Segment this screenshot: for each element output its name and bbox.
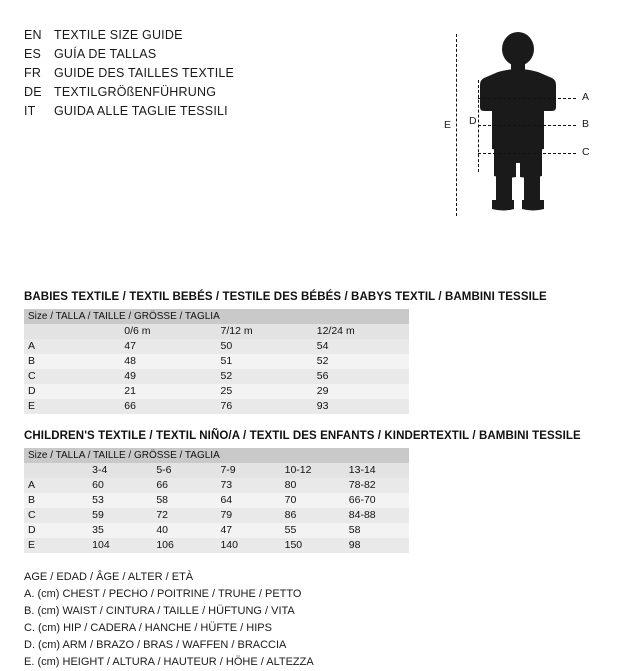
- children-column-4: 13-14: [345, 463, 409, 478]
- babies-size-header: Size / TALLA / TAILLE / GRÖSSE / TAGLIA: [24, 309, 409, 324]
- hip-measure-line: [478, 153, 576, 154]
- babies-row-label-0: A: [24, 339, 120, 354]
- legend-line-height: E. (cm) HEIGHT / ALTURA / HAUTEUR / HÖHE / ALTEZZA: [24, 656, 314, 668]
- children-column-1: 5-6: [152, 463, 216, 478]
- table-row: [24, 384, 409, 399]
- children-row-label-1: B: [24, 493, 88, 508]
- children-row-label-0: A: [24, 478, 88, 493]
- children-cell: 58: [152, 493, 216, 508]
- babies-row-label-3: D: [24, 384, 120, 399]
- waist-measure-line: [478, 125, 576, 126]
- children-cell: 140: [216, 538, 280, 553]
- legend-line-chest: A. (cm) CHEST / PECHO / POITRINE / TRUHE / PETTO: [24, 588, 302, 600]
- measurement-figure: [432, 20, 602, 250]
- children-column-0: 3-4: [88, 463, 152, 478]
- table-row-columns: [24, 463, 409, 478]
- language-title: TEXTILGRÖßENFÜHRUNG: [54, 85, 217, 99]
- table-row-size-header: [24, 309, 409, 324]
- table-row: [24, 538, 409, 553]
- children-size-header: Size / TALLA / TAILLE / GRÖSSE / TAGLIA: [24, 448, 409, 463]
- babies-cell: 50: [217, 339, 313, 354]
- babies-cell: 21: [120, 384, 216, 399]
- children-cell: 98: [345, 538, 409, 553]
- legend-line-arm: D. (cm) ARM / BRAZO / BRAS / WAFFEN / BRACCIA: [24, 639, 287, 651]
- table-row: [24, 508, 409, 523]
- children-cell: 35: [88, 523, 152, 538]
- babies-cell: 25: [217, 384, 313, 399]
- children-cell: 40: [152, 523, 216, 538]
- children-section-title: CHILDREN'S TEXTILE / TEXTIL NIÑO/A / TEXTIL DES ENFANTS / KINDERTEXTIL / BAMBINI TESSILE: [24, 430, 581, 442]
- babies-column-1: 7/12 m: [217, 324, 313, 339]
- height-measure-line: [456, 34, 457, 216]
- language-title: GUIDE DES TAILLES TEXTILE: [54, 66, 235, 80]
- children-row-label-4: E: [24, 538, 88, 553]
- figure-label-e: E: [444, 119, 452, 131]
- babies-cell: 66: [120, 399, 216, 414]
- babies-row-label-4: E: [24, 399, 120, 414]
- babies-cell: 47: [120, 339, 216, 354]
- children-cell: 59: [88, 508, 152, 523]
- children-size-table: [24, 448, 409, 553]
- children-cell: 104: [88, 538, 152, 553]
- babies-cell: 76: [217, 399, 313, 414]
- empty-corner-cell: [24, 463, 88, 478]
- language-code: EN: [24, 28, 42, 42]
- legend-line-waist: B. (cm) WAIST / CINTURA / TAILLE / HÜFTUNG / VITA: [24, 605, 295, 617]
- babies-cell: 51: [217, 354, 313, 369]
- figure-label-b: B: [582, 118, 590, 130]
- language-code: IT: [24, 104, 36, 118]
- table-row: [24, 369, 409, 384]
- babies-cell: 49: [120, 369, 216, 384]
- children-cell: 73: [216, 478, 280, 493]
- children-cell: 66-70: [345, 493, 409, 508]
- children-table-block: [24, 430, 596, 553]
- children-column-3: 10-12: [281, 463, 345, 478]
- table-row: [24, 339, 409, 354]
- arm-measure-line: [478, 80, 479, 172]
- children-cell: 84-88: [345, 508, 409, 523]
- figure-label-d: D: [469, 115, 477, 127]
- children-row-label-3: D: [24, 523, 88, 538]
- language-title: GUÍA DE TALLAS: [54, 47, 157, 61]
- children-cell: 106: [152, 538, 216, 553]
- children-cell: 47: [216, 523, 280, 538]
- children-cell: 55: [281, 523, 345, 538]
- children-cell: 53: [88, 493, 152, 508]
- table-row: [24, 399, 409, 414]
- babies-cell: 29: [313, 384, 409, 399]
- table-row: [24, 478, 409, 493]
- table-row: [24, 523, 409, 538]
- babies-size-table: [24, 309, 409, 414]
- language-code: DE: [24, 85, 42, 99]
- children-cell: 78-82: [345, 478, 409, 493]
- children-cell: 80: [281, 478, 345, 493]
- babies-table-block: [24, 291, 596, 414]
- empty-corner-cell: [24, 324, 120, 339]
- babies-column-2: 12/24 m: [313, 324, 409, 339]
- children-row-label-2: C: [24, 508, 88, 523]
- measurement-legend: [24, 569, 596, 671]
- children-column-2: 7-9: [216, 463, 280, 478]
- figure-label-a: A: [582, 91, 590, 103]
- legend-line-hip: C. (cm) HIP / CADERA / HANCHE / HÜFTE / HIPS: [24, 622, 272, 634]
- table-row-size-header: [24, 448, 409, 463]
- babies-row-label-2: C: [24, 369, 120, 384]
- language-title: GUIDA ALLE TAGLIE TESSILI: [54, 104, 228, 118]
- language-title: TEXTILE SIZE GUIDE: [54, 28, 183, 42]
- table-row: [24, 493, 409, 508]
- table-row-columns: [24, 324, 409, 339]
- babies-cell: 93: [313, 399, 409, 414]
- babies-cell: 56: [313, 369, 409, 384]
- language-code: FR: [24, 66, 42, 80]
- table-row: [24, 354, 409, 369]
- babies-cell: 48: [120, 354, 216, 369]
- children-cell: 72: [152, 508, 216, 523]
- chest-measure-line: [478, 98, 576, 99]
- babies-cell: 52: [217, 369, 313, 384]
- children-cell: 79: [216, 508, 280, 523]
- babies-column-0: 0/6 m: [120, 324, 216, 339]
- babies-cell: 52: [313, 354, 409, 369]
- language-code: ES: [24, 47, 42, 61]
- children-cell: 66: [152, 478, 216, 493]
- children-cell: 70: [281, 493, 345, 508]
- children-cell: 86: [281, 508, 345, 523]
- children-cell: 58: [345, 523, 409, 538]
- legend-line-age: AGE / EDAD / ÂGE / ALTER / ETÀ: [24, 571, 194, 583]
- children-cell: 64: [216, 493, 280, 508]
- figure-label-c: C: [582, 146, 590, 158]
- children-cell: 60: [88, 478, 152, 493]
- babies-cell: 54: [313, 339, 409, 354]
- babies-section-title: BABIES TEXTILE / TEXTIL BEBÉS / TESTILE DES BÉBÉS / BABYS TEXTIL / BAMBINI TESSILE: [24, 291, 547, 303]
- children-cell: 150: [281, 538, 345, 553]
- babies-row-label-1: B: [24, 354, 120, 369]
